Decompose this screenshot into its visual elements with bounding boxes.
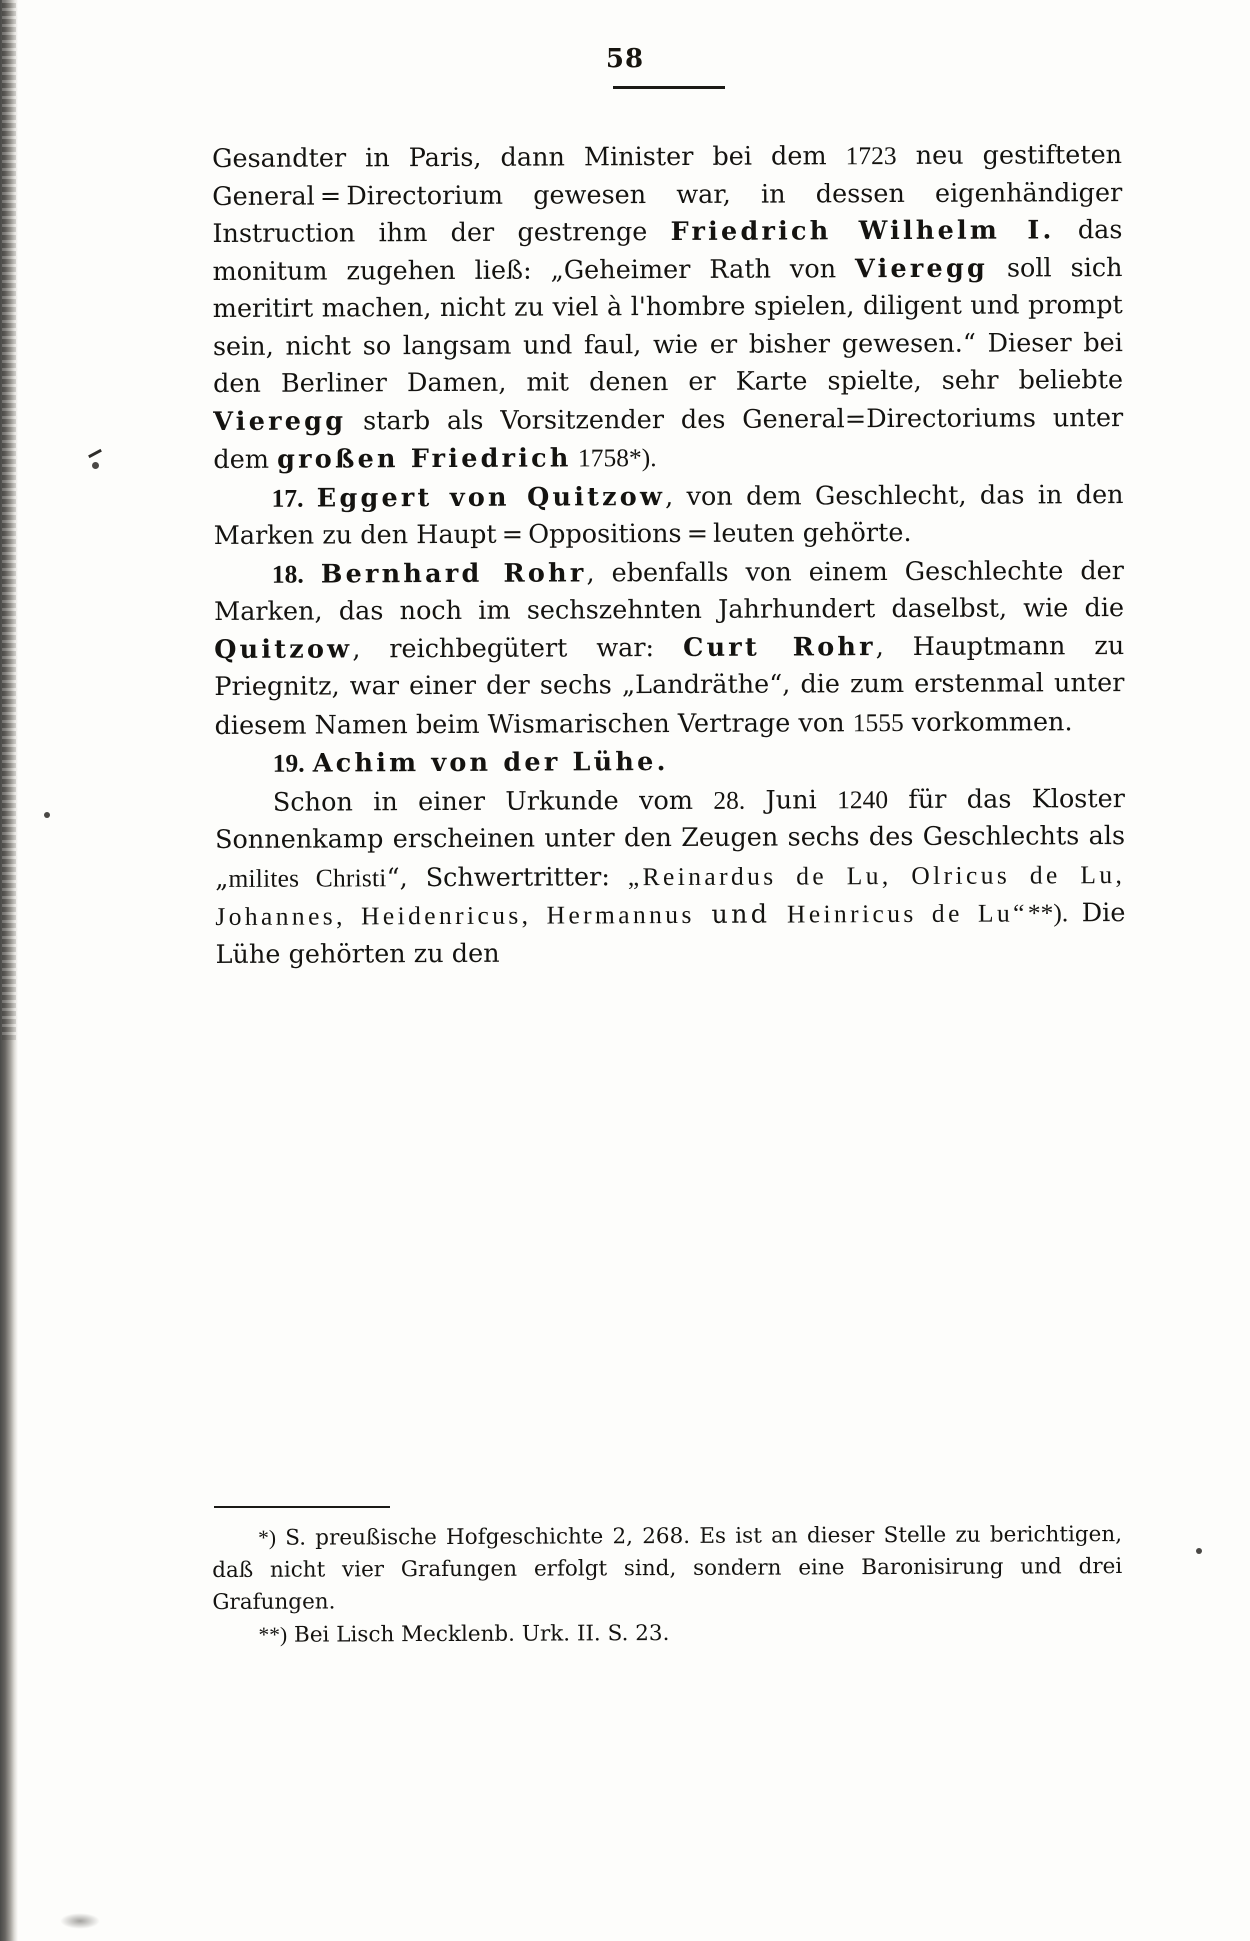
text-run-latin-names: Heinricus de Lu“ <box>786 898 1028 929</box>
text-run: soll sich meritirt machen, nicht zu viel à l'hombre spielen, diligent und prompt sein, nicht so langsam und faul, wie er bisher gewesen.“ Dieser bei den Berliner Damen, mit denen er Karte spielte, sehr beliebte <box>212 252 1124 399</box>
text-run-number: 1240 <box>837 784 889 814</box>
text-run-latin-names: „Reinardus de Lu, Olricus de Lu, Johannes, Heidenricus, Hermannus <box>215 859 1126 931</box>
text-run: Schon in einer Urkunde vom <box>272 785 714 818</box>
text-run-emphasis: Quitzow <box>214 633 353 665</box>
paragraph-item-19-heading <box>215 741 1125 783</box>
scan-edge-streaks <box>2 0 16 1040</box>
paragraph-item-17 <box>213 476 1123 556</box>
text-run-number: 1723 <box>845 141 897 171</box>
item-number: 18. <box>271 559 304 589</box>
footnote-text: Bei Lisch Mecklenb. Urk. II. S. 23. <box>287 1621 670 1648</box>
footnote-1 <box>212 1518 1122 1619</box>
scan-bottom-smudge <box>60 1913 100 1929</box>
page-number: 58 <box>605 44 645 74</box>
text-run-emphasis: Friedrich Wilhelm I. <box>670 215 1055 247</box>
footnotes-block <box>212 1518 1123 1652</box>
margin-tick-mark <box>88 449 102 458</box>
text-run-latin: milites Christi <box>228 862 387 893</box>
footnote-ref: **). <box>1027 898 1069 928</box>
page-body-text <box>212 136 1126 974</box>
footnote-separator-rule <box>214 1506 390 1508</box>
text-run: und <box>694 899 788 930</box>
text-run: vorkommen. <box>903 706 1073 738</box>
text-run-emphasis: Vieregg <box>854 253 989 284</box>
item-number: 17. <box>271 483 304 513</box>
text-run <box>304 559 321 589</box>
page-speck <box>92 462 99 469</box>
text-run: für das Kloster Sonnenkamp erscheinen unter den Zeugen sechs des Geschlechts als „ <box>214 783 1126 894</box>
paragraph-item-19-body <box>215 780 1126 974</box>
text-run <box>303 483 316 513</box>
page-number-rule <box>613 86 725 89</box>
text-run-number: 28. <box>713 785 746 815</box>
text-run: neu gestifteten General = Directorium gewesen war, in dessen eigenhändiger Instruction ihm der gestrenge <box>212 140 1123 249</box>
text-run-emphasis: Eggert von Quitzow <box>316 481 666 514</box>
text-run: Die Lühe gehörten zu den <box>215 898 1126 970</box>
text-run-emphasis: Bernhard Rohr <box>320 557 587 590</box>
text-run <box>305 749 313 779</box>
text-run: , Hauptmann zu Priegnitz, war einer der sechs „Landräthe“, die zum erstenmal unter diesem Namen beim Wismarischen Vertrage von <box>214 630 1125 741</box>
text-run: , von dem Geschlecht, das in den Marken zu den Haupt = Oppositions = leuten gehörte. <box>213 479 1124 551</box>
item-number: 19. <box>272 748 305 778</box>
text-run-number: 1555 <box>852 707 904 737</box>
footnote-text: S. preußische Hofgeschichte 2, 268. Es ist an dieser Stelle zu berichtigen, daß nicht vier Grafungen erfolgt sind, sondern eine Baronisirung und drei Grafungen. <box>212 1522 1123 1615</box>
footnote-marker: *) <box>258 1525 277 1550</box>
page-speck <box>1196 1548 1202 1554</box>
footnote-2 <box>212 1615 1122 1652</box>
text-run-emphasis: Achim von der Lühe. <box>312 747 669 779</box>
text-run: starb als Vorsitzender des General=Directoriums unter dem <box>213 402 1124 475</box>
text-run-number: 1758*). <box>571 443 657 473</box>
text-run: das monitum zugehen ließ: „Geheimer Rath von <box>212 215 1123 287</box>
page-speck <box>44 812 50 818</box>
paragraph-item-18 <box>214 552 1125 745</box>
text-run-emphasis: Curt Rohr <box>682 631 876 663</box>
text-run: Gesandter in Paris, dann Minister bei dem <box>212 141 846 174</box>
page-number-container <box>0 44 1250 74</box>
text-run: , reichbegütert war: <box>352 632 684 664</box>
text-run: , ebenfalls von einem Geschlechte der Marken, das noch im sechszehnten Jahrhundert daselbst, wie die <box>213 555 1125 627</box>
paragraph-vieregg <box>212 136 1123 479</box>
text-run: Juni <box>745 784 838 816</box>
footnote-marker: **) <box>258 1622 288 1647</box>
text-run-emphasis: großen Friedrich <box>277 443 572 475</box>
text-run-emphasis: Vieregg <box>213 405 347 437</box>
text-run: “, Schwertritter: <box>386 861 628 893</box>
